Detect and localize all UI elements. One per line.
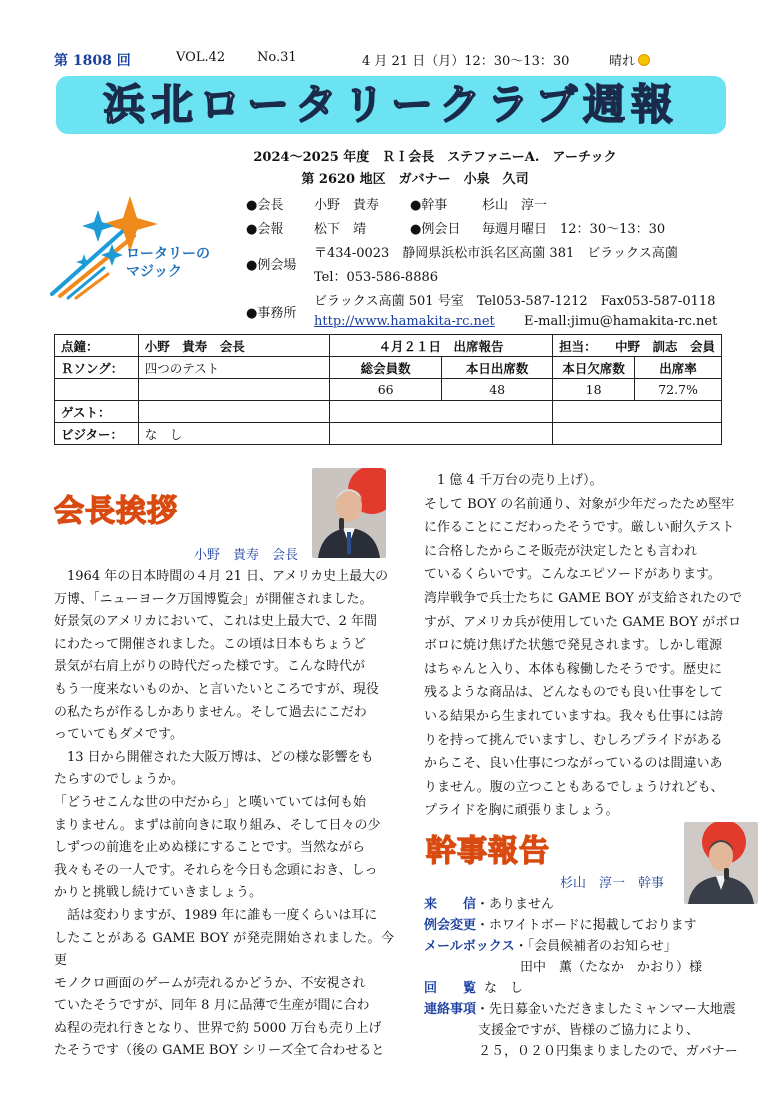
item-text: な し [484, 981, 524, 996]
president-greeting-continued [424, 469, 744, 823]
guest-value [138, 401, 329, 423]
item-label: 例会変更 [424, 918, 477, 933]
charge-cell [553, 335, 722, 357]
item-label: 回 覧 [424, 981, 477, 996]
visitor-label: ビジター： [55, 423, 139, 445]
text-line: っていてもダメです。 [54, 727, 183, 743]
text-line: もう一度来ないものか、と言いたいところですが、現役 [54, 681, 379, 697]
value-total-members: 66 [330, 379, 442, 401]
table-row [55, 335, 722, 357]
item-text: 支援金ですが、皆様のご協力により、 [478, 1023, 700, 1038]
table-row [55, 423, 722, 445]
title-banner [56, 76, 726, 134]
text-line: 「どうせこんな世の中だから」と嘆いていては何も始 [54, 794, 367, 810]
text-line: 13 日から開催された大阪万博は、どの様な影響をも [54, 749, 374, 765]
president-greeting-heading: 会長挨拶 [54, 494, 178, 529]
volume: VOL.42 [176, 50, 226, 65]
bell-label: 点鐘： [55, 335, 139, 357]
report-item [424, 978, 754, 999]
value-rate: 72.7% [635, 379, 722, 401]
secretary-label: ●幹事 [410, 198, 448, 213]
logo-text-1: ロータリーの [126, 246, 210, 262]
empty-cell [138, 379, 329, 401]
president-photo [312, 468, 386, 558]
report-item [424, 915, 754, 936]
president-byline: 小野 貴寿 会長 [194, 548, 299, 563]
secretary-report-heading: 幹事報告 [426, 834, 550, 869]
secretary-name: 杉山 淳一 [482, 198, 548, 213]
text-line: ているくらいです。こんなエピソードがあります。 [424, 567, 721, 583]
header-attendance: 本日出席数 [442, 357, 553, 379]
bell-value: 小野 貴寿 会長 [138, 335, 329, 357]
visitor-value: な し [138, 423, 329, 445]
item-text: 田中 薫（たなか かおり）様 [520, 960, 703, 975]
meeting-value: 毎週月曜日 12：30～13：30 [482, 222, 666, 237]
item-label: 来 信 [424, 897, 477, 912]
empty-cell [330, 401, 553, 423]
item-text: ・「会員候補者のお知らせ」 [514, 939, 677, 954]
newsletter-title: 浜北ロータリークラブ週報 [102, 80, 679, 129]
report-item [424, 1041, 754, 1062]
text-line: 話は変わりますが、1989 年に誰も一度くらいは耳に [54, 907, 378, 923]
issue-number: 第 1808 回 [54, 53, 131, 69]
text-line: 1 億 4 千万台の売り上げ）。 [424, 473, 603, 488]
text-line: したことがある GAME BOY が発売開始されました。今更 [54, 930, 394, 969]
report-item [424, 957, 754, 978]
president-label: ●会長 [246, 198, 284, 213]
text-line: の私たちが作るしかありません。そして過去にこだわ [54, 704, 367, 720]
venue-label: ●例会場 [246, 258, 297, 273]
empty-cell [55, 379, 139, 401]
empty-cell [553, 401, 722, 423]
ri-president-line: 2024～2025 年度 ＲＩ会長 ステファニーA. アーチック [253, 150, 617, 165]
text-line: しずつの前進を止めぬ様にすることです。当然ながら [54, 840, 365, 856]
report-item [424, 999, 754, 1020]
logo-text-2: マジック [126, 264, 182, 280]
table-row [55, 379, 722, 401]
guest-label: ゲスト： [55, 401, 139, 423]
bulletin-name: 松下 靖 [314, 222, 367, 237]
text-line: ていたそうですが、同年 8 月に品薄で生産が間に合わ [54, 998, 370, 1014]
text-line: モノクロ画面のゲームが売れるかどうか、不安視され [54, 975, 366, 991]
text-line: りを持って挑んでいますし、むしろプライドがある [424, 732, 723, 748]
text-line: 湾岸戦争で兵士たちに GAME BOY が支給されたので [424, 590, 743, 606]
weather-label: 晴れ [609, 54, 636, 69]
text-line: たらすのでしょうか。 [54, 772, 185, 788]
text-line: 我々もその一人です。それらを今日も念頭におき、しっ [54, 862, 378, 878]
item-text: ・ホワイトボードに掲載しております [476, 918, 697, 933]
empty-cell [330, 423, 553, 445]
text-line: すが、アメリカ兵が使用していた GAME BOY がボロ [424, 614, 742, 630]
text-line: に合格したからこそ販売が決定したとも言われ [424, 543, 698, 559]
president-greeting-body [54, 566, 394, 1063]
text-line: りません。腹の立つこともあるでしょうけれども、 [424, 779, 724, 795]
text-line: 景気が右肩上がりの時代だった様です。こんな時代が [54, 659, 365, 675]
charge-value: 中野 訓志 会員 [614, 338, 715, 354]
issue-sequence: No.31 [257, 50, 297, 65]
weather [609, 50, 650, 69]
report-title: ４月２１日 出席報告 [330, 335, 553, 357]
item-label: 連絡事項 [424, 1002, 477, 1017]
table-row [55, 401, 722, 423]
item-label: メールボックス [424, 939, 515, 954]
empty-cell [553, 423, 722, 445]
report-item [424, 936, 754, 957]
secretary-photo [684, 822, 758, 904]
value-absence: 18 [553, 379, 635, 401]
report-item [424, 1020, 754, 1041]
secretary-report-body [424, 894, 754, 1062]
text-line: ぬ程の売れ行きとなり、世界で約 5000 万台も売り上げ [54, 1020, 382, 1036]
table-row [55, 357, 722, 379]
text-line: 万博、「ニューヨーク万国博覧会」が開催されました。 [54, 591, 373, 607]
club-email: E-mall:jimu@hamakita-rc.net [524, 314, 718, 329]
text-line: 好景気のアメリカにおいて、これは史上最大で、2 年間 [54, 614, 377, 630]
header-rate: 出席率 [635, 357, 722, 379]
governor-line: 第 2620 地区 ガバナー 小泉 久司 [301, 172, 529, 187]
office-contact: ビラックス高薗 501 号室 Tel053-587-1212 Fax053-587-0118 [314, 294, 716, 309]
text-line: からこそ、良い仕事につながっているのは間違いあ [424, 756, 723, 772]
item-text: ２５，０２０円集まりましたので、ガバナー [478, 1044, 738, 1059]
item-text: ・ありません [476, 897, 555, 912]
text-line: そして BOY の名前通り、対象が少年だったため堅牢 [424, 496, 735, 512]
text-line: まりません。まずは前向きに取り組み、そして日々の少 [54, 817, 381, 833]
text-line: に作ることにこだわったそうです。厳しい耐久テスト [424, 520, 735, 536]
secretary-byline: 杉山 淳一 幹事 [560, 876, 665, 891]
text-line: プライドを胸に頑張りましょう。 [424, 803, 619, 819]
song-value: 四つのテスト [138, 357, 329, 379]
text-line: 残るような商品は、どんなものでも良い仕事をして [424, 685, 724, 701]
header-total-members: 総会員数 [330, 357, 442, 379]
text-line: いる結果から生まれていますね。我々も仕事には誇 [424, 708, 724, 724]
president-name: 小野 貴寿 [314, 198, 380, 213]
value-attendance: 48 [442, 379, 553, 401]
text-line: ボロに焼け焦げた状態で発見されます。しかし電源 [424, 638, 722, 654]
item-text: ・先日募金いただきましたミャンマー大地震 [476, 1002, 736, 1017]
venue-phone: Tel：053-586-8886 [314, 270, 439, 285]
song-label: Ｒソング： [55, 357, 139, 379]
meeting-label: ●例会日 [410, 222, 461, 237]
text-line: にわたって開催されました。この頃は日本もちょうど [54, 636, 367, 652]
club-website-link[interactable]: http://www.hamakita-rc.net [314, 314, 495, 329]
sun-icon [638, 54, 650, 66]
meeting-datetime: 4 月 21 日（月）12：30～13：30 [362, 54, 570, 69]
text-line: かりと挑戦し続けていきましょう。 [54, 885, 263, 901]
bulletin-label: ●会報 [246, 222, 284, 237]
charge-label: 担当： [559, 338, 597, 354]
rotary-magic-logo [46, 190, 226, 300]
text-line: 1964 年の日本時間の４月 21 日、アメリカ史上最大の [54, 569, 389, 584]
office-label: ●事務所 [246, 306, 297, 321]
header-absence: 本日欠席数 [553, 357, 635, 379]
attendance-table [54, 334, 722, 445]
report-item [424, 894, 754, 915]
text-line: たそうです（後の GAME BOY シリーズ全て合わせると [54, 1043, 385, 1059]
text-line: はちゃんと入り、本体も稼働したそうです。歴史に [424, 661, 722, 677]
venue-address: 〒434-0023 静岡県浜松市浜名区高薗 381 ビラックス高薗 [314, 246, 678, 261]
